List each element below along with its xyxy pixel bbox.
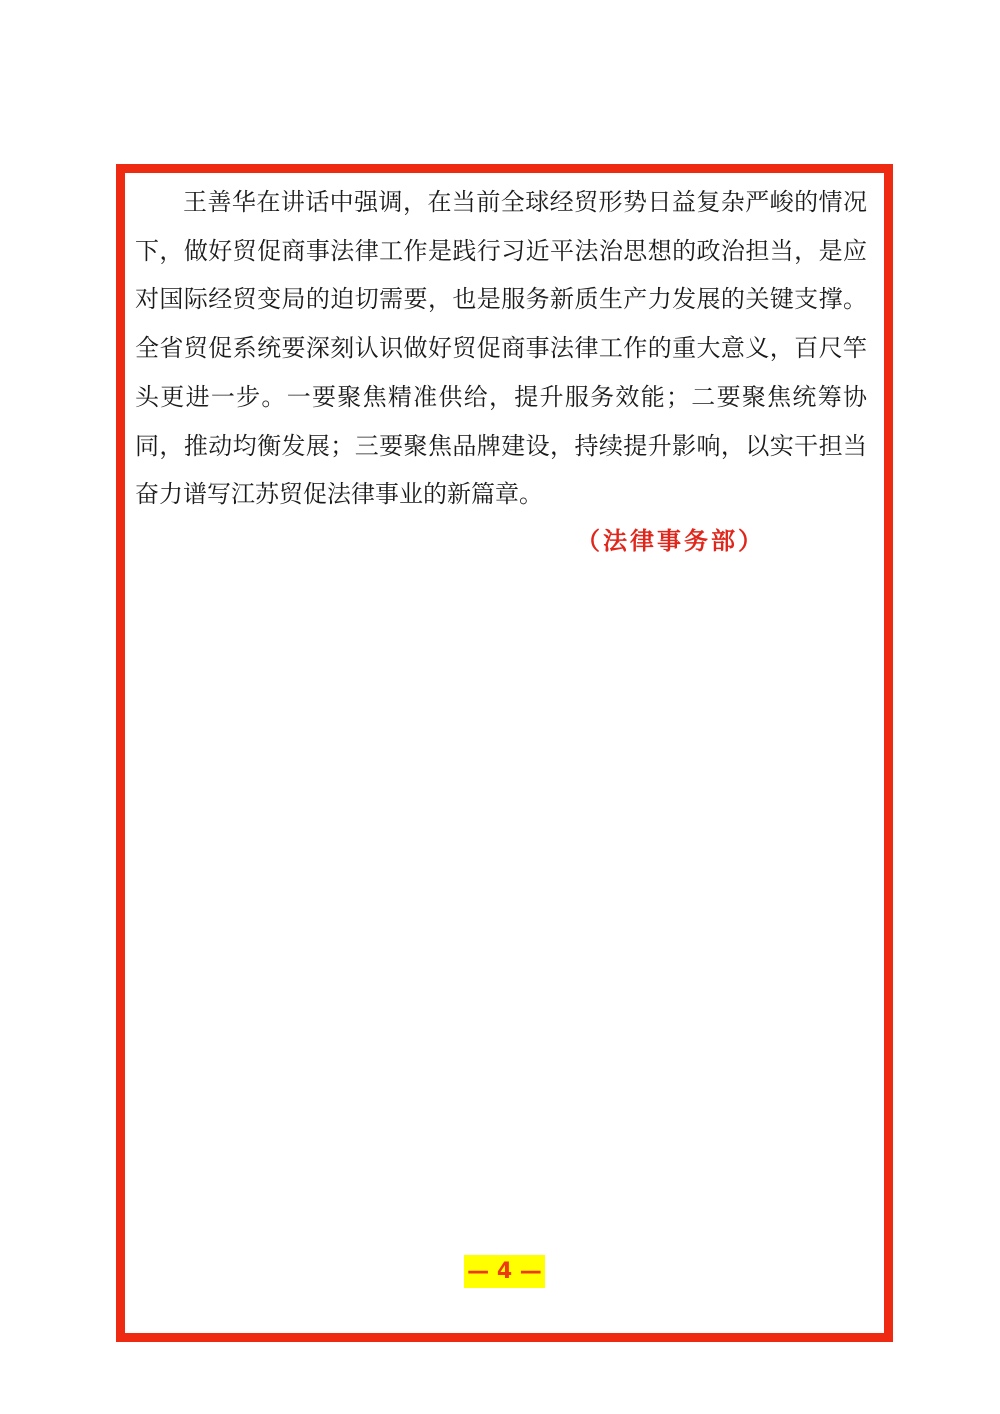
department-signature: （法律事务部） [576,526,765,555]
page-number-badge [464,1255,545,1288]
body-paragraph: 王善华在讲话中强调，在当前全球经贸形势日益复杂严峻的情况下，做好贸促商事法律工作是践行习近平法治思想的政治担当，是应对国际经贸变局的迫切需要，也是服务新质生产力发展的关键支撑。全省贸促系统要深刻认识做好贸促商事法律工作的重大意义，百尺竿头更进一步。一要聚焦精准供给，提升服务效能；二要聚焦统筹协同，推动均衡发展；三要聚焦品牌建设，持续提升影响，以实干担当奋力谱写江苏贸促法律事业的新篇章。 [135,188,867,509]
page-number: — 4 — [467,1259,542,1284]
